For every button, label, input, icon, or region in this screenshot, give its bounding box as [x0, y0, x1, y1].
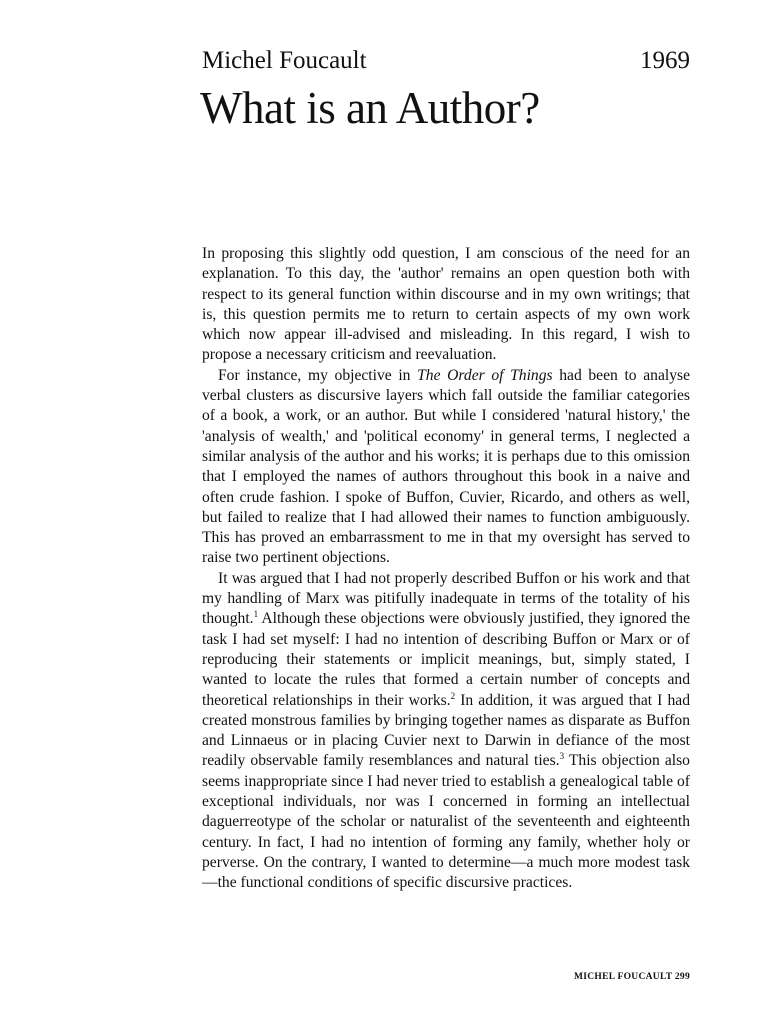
essay-title: What is an Author? [200, 83, 540, 133]
paragraph-3 [202, 569, 690, 894]
paragraph-3-text-c: In addition, it was argued that I had created monstrous families by bringing together names as disparate as Buffon and Linnaeus or in placing Cuvier next to Darwin in defiance of the most readily observable family resemblances and natural ties. [202, 691, 690, 770]
essay-body [202, 244, 690, 894]
footnote-marker-1: 1 [253, 609, 259, 620]
footnote-marker-2: 2 [450, 690, 456, 701]
publication-year: 1969 [640, 47, 690, 74]
paragraph-2-text-b: had been to analyse verbal clusters as discursive layers which fall outside the familiar categories of a book, a work, or an author. But while I considered 'natural history,' the 'analysis of wealth,' and 'political economy' in general terms, I neglected a similar analysis of the author and his works; it is perhaps due to this omission that I employed the names of authors throughout this book in a naive and often crude fashion. I spoke of Buffon, Cuvier, Ricardo, and others as well, but failed to realize that I had allowed their names to function ambiguously. This has proved an embarrassment to me in that my oversight has served to raise two pertinent objections. [202, 366, 691, 567]
paragraph-2-text-a: For instance, my objective in [218, 366, 418, 384]
paragraph-1 [202, 244, 690, 366]
page-header [202, 46, 690, 80]
book-title-italic: The Order of Things [417, 366, 553, 384]
paragraph-2 [202, 366, 690, 569]
author-name: Michel Foucault [202, 47, 367, 74]
running-footer: MICHEL FOUCAULT 299 [573, 972, 690, 982]
paragraph-1-text: In proposing this slightly odd question, I am conscious of the need for an explanation. To this day, the 'author' remains an open question both with respect to its general function within discourse and in my own writings; that is, this question permits me to return to certain aspects of my own work which now appear ill-advised and misleading. In this regard, I wish to propose a necessary criticism and reevaluation. [202, 245, 690, 364]
paragraph-3-text-a: It was argued that I had not properly described Buffon or his work and that my handling of Marx was pitifully inadequate in terms of the totality of his thought. [202, 569, 690, 628]
paragraph-3-text-b: Although these objections were obviously justified, they ignored the task I had set myself: I had no intention of describing Buffon or Marx or of reproducing their statements or implicit meanings, but, simply stated, I wanted to locate the rules that formed a certain number of concepts and theoretical relationships in their works. [202, 610, 690, 709]
footnote-marker-3: 3 [559, 751, 565, 762]
paragraph-3-text-d: This objection also seems inappropriate since I had never tried to establish a genealogical table of exceptional individuals, nor was I concerned in forming an intellectual daguerreotype of the scholar or naturalist of the seventeenth and eighteenth century. In fact, I had no intention of forming any family, whether holy or perverse. On the contrary, I wanted to determine—a much more modest task—the functional conditions of specific discursive practices. [202, 752, 690, 892]
